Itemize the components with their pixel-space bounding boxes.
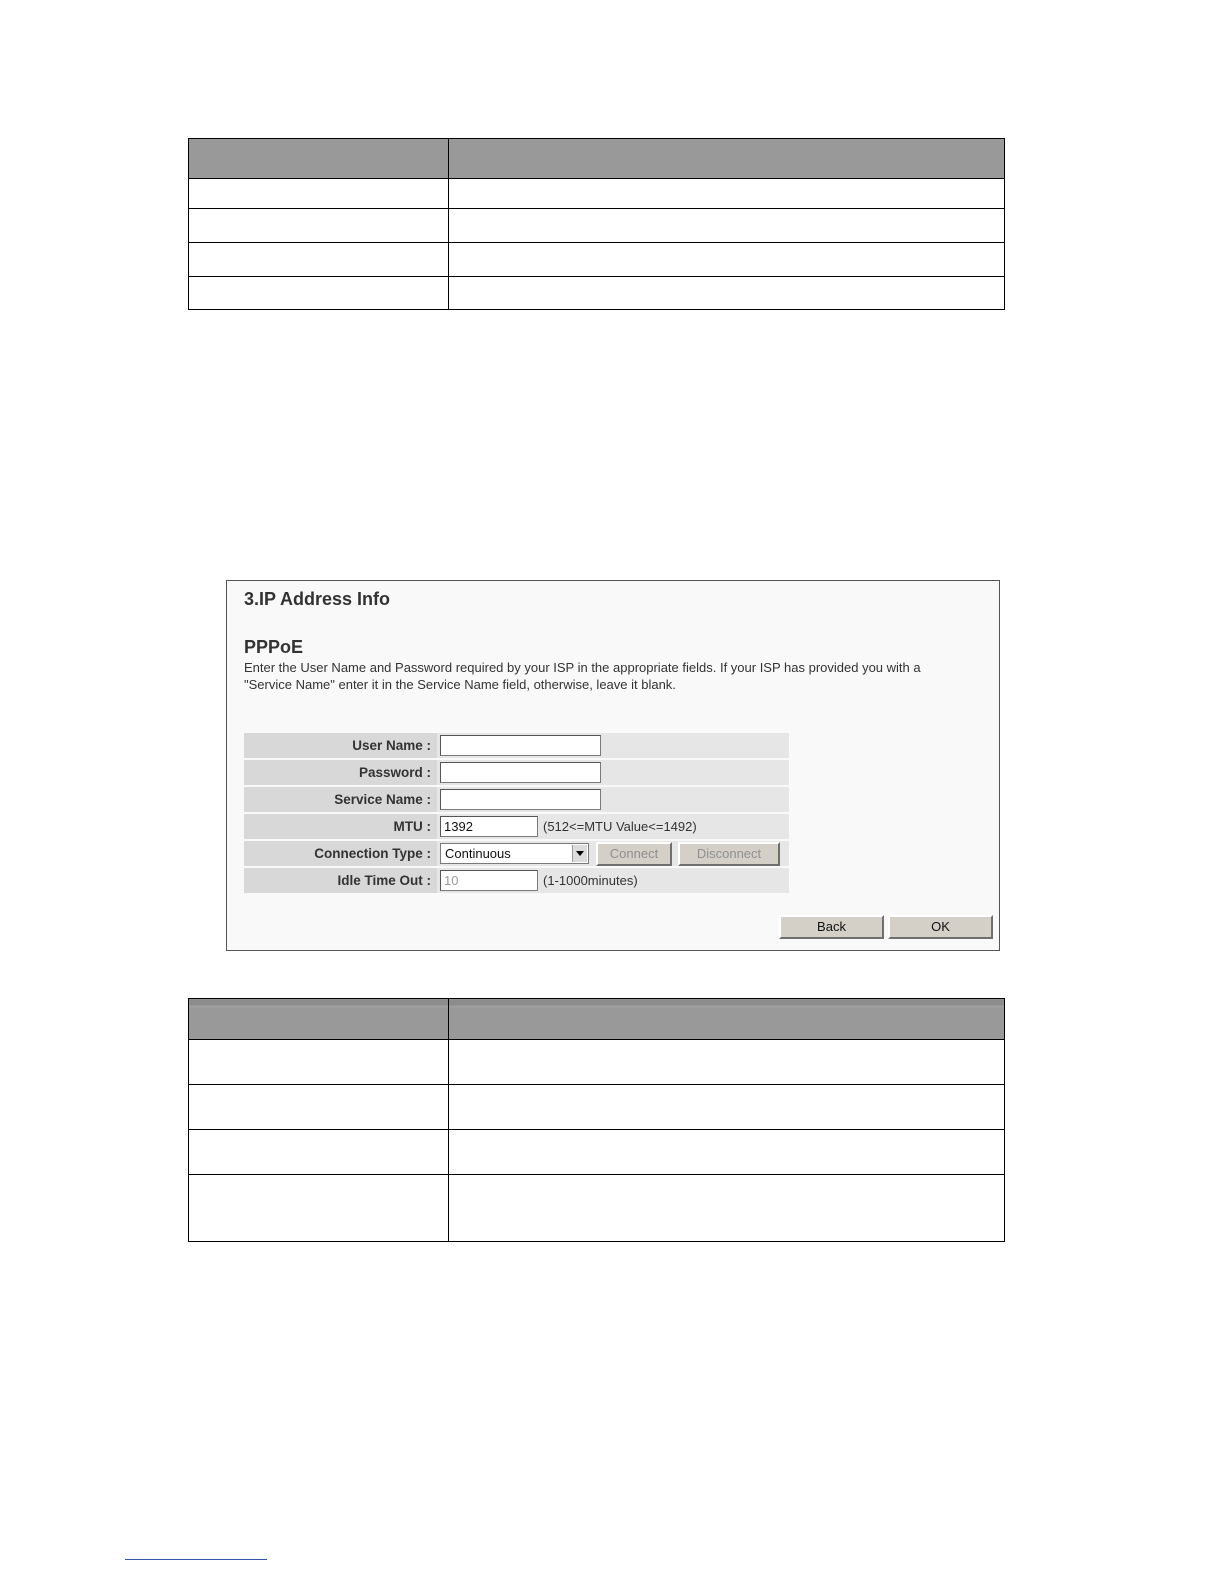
ip-address-info-panel	[226, 580, 1000, 951]
idle-time-out-label: Idle Time Out :	[244, 868, 437, 893]
footnote-rule	[125, 1559, 267, 1560]
form-row-user-name	[244, 733, 789, 758]
connection-type-select[interactable]	[440, 843, 589, 864]
instructions-text	[244, 659, 984, 693]
connection-type-selected: Continuous	[445, 846, 511, 861]
table-row	[189, 1040, 1005, 1085]
user-name-input[interactable]	[440, 735, 601, 756]
pppoe-form	[244, 731, 789, 895]
form-row-service-name	[244, 787, 789, 812]
table-row	[189, 179, 1005, 209]
page-title: 3.IP Address Info	[244, 589, 391, 609]
idle-time-out-hint: (1-1000minutes)	[543, 873, 638, 888]
service-name-input[interactable]	[440, 789, 601, 810]
table-header-row	[189, 999, 1005, 1040]
idle-time-out-input[interactable]	[440, 870, 538, 891]
form-row-password	[244, 760, 789, 785]
form-row-mtu	[244, 814, 789, 839]
table-row	[189, 1130, 1005, 1175]
mtu-range-hint: (512<=MTU Value<=1492)	[543, 819, 697, 834]
form-row-idle-time-out	[244, 868, 789, 893]
table-row	[189, 1175, 1005, 1242]
connection-type-label: Connection Type :	[244, 841, 437, 866]
table-row	[189, 277, 1005, 310]
password-input[interactable]	[440, 762, 601, 783]
instructions-line: "Service Name" enter it in the Service Name field, otherwise, leave it blank.	[244, 677, 676, 692]
connect-button[interactable]: Connect	[596, 842, 672, 866]
top-description-table	[188, 138, 1005, 310]
user-name-label: User Name :	[244, 733, 437, 758]
instructions-line: Enter the User Name and Password required by your ISP in the appropriate fields. If your ISP has provided you with a	[244, 660, 921, 675]
password-label: Password :	[244, 760, 437, 785]
mtu-input[interactable]	[440, 816, 538, 837]
bottom-description-table	[188, 998, 1005, 1242]
disconnect-button[interactable]: Disconnect	[678, 842, 780, 866]
service-name-label: Service Name :	[244, 787, 437, 812]
table-row	[189, 1085, 1005, 1130]
ok-button[interactable]: OK	[888, 915, 993, 939]
mtu-label: MTU :	[244, 814, 437, 839]
chevron-down-icon[interactable]	[572, 845, 587, 862]
section-title: PPPoE	[244, 637, 304, 657]
table-header-row	[189, 139, 1005, 179]
form-row-connection-type	[244, 841, 789, 866]
back-button[interactable]: Back	[779, 915, 884, 939]
table-row	[189, 209, 1005, 243]
table-row	[189, 243, 1005, 277]
